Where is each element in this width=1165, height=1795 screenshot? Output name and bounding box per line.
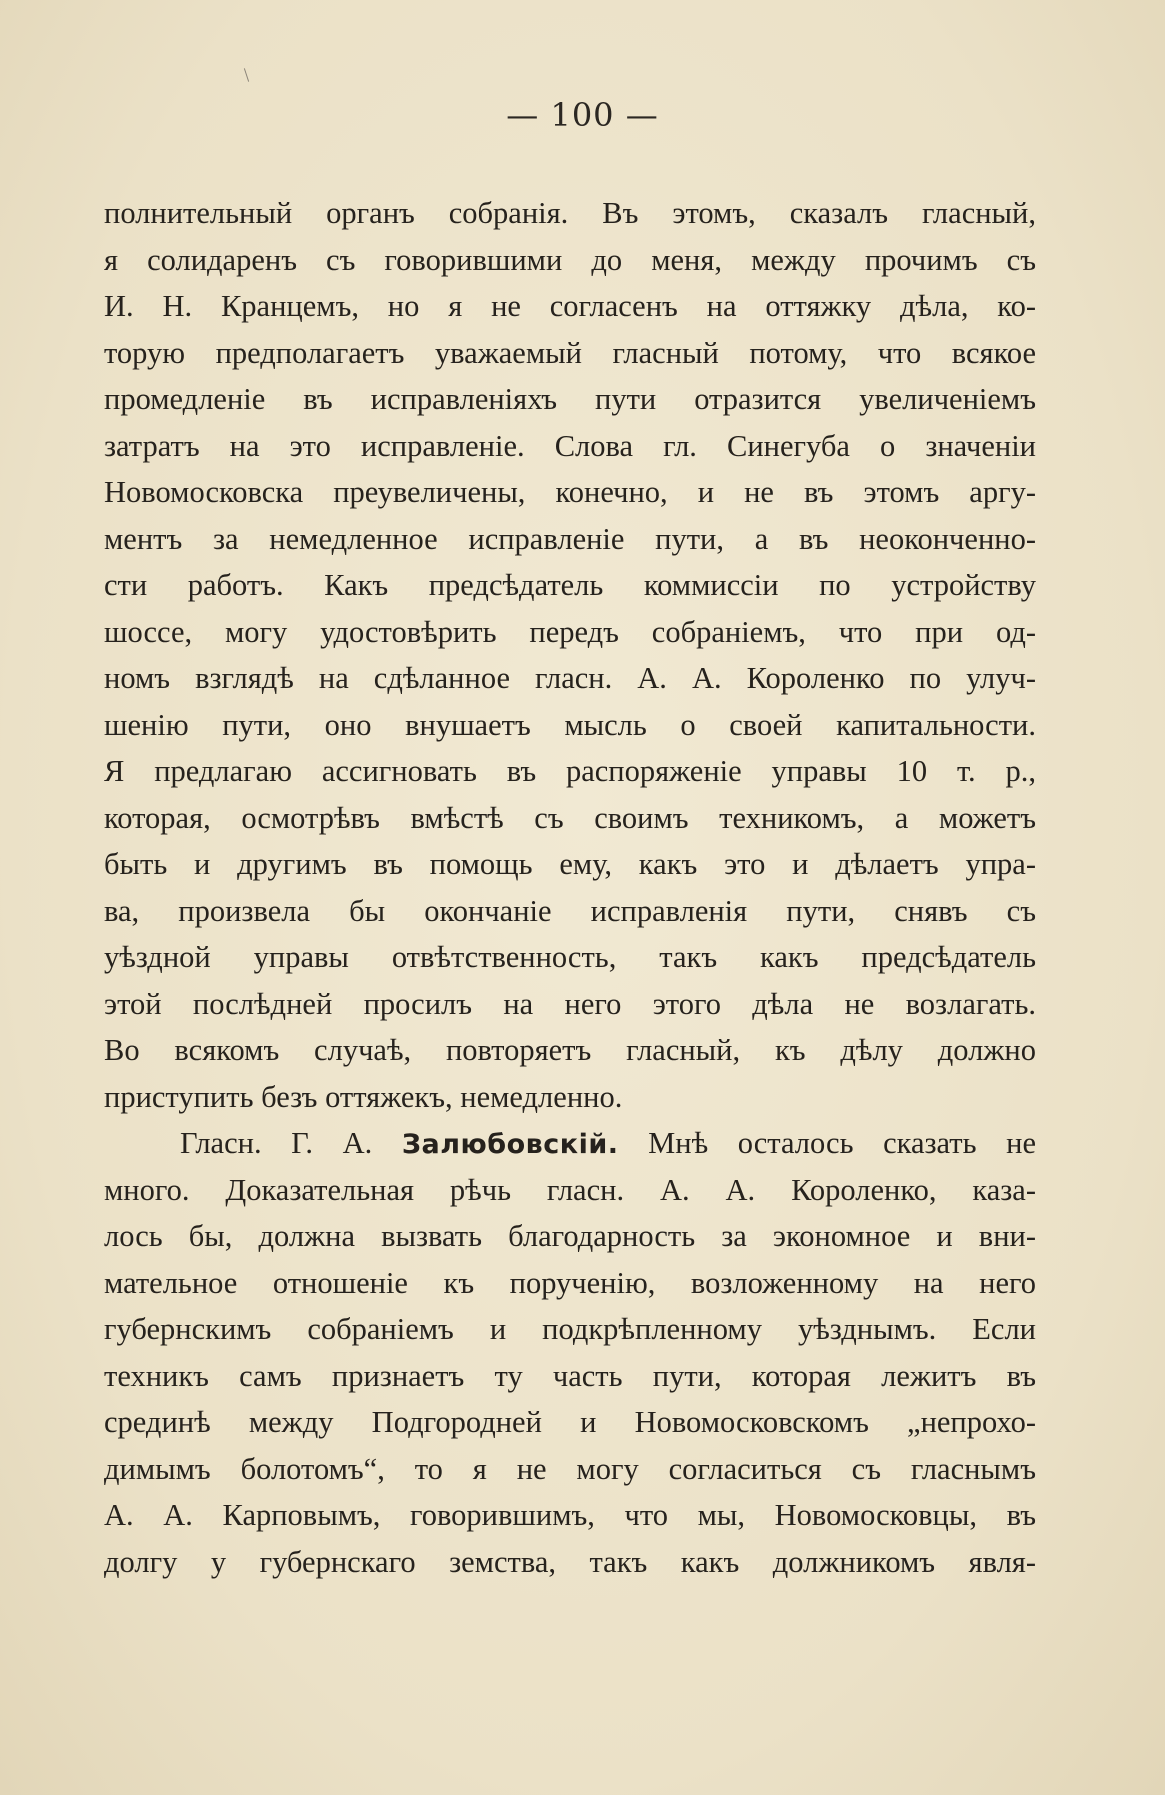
text-line: затратъ на это исправленіе. Слова гл. Синегуба о значеніи (104, 428, 1036, 463)
text-line: А. А. Карповымъ, говорившимъ, что мы, Новомосковцы, въ (104, 1498, 1036, 1532)
text-line: много. Доказательная рѣчь гласн. А. А. Короленко, каза- (104, 1172, 1036, 1207)
text-line: этой послѣдней просилъ на него этого дѣла не возлагать. (104, 986, 1036, 1021)
text-line: Новомосковска преувеличены, конечно, и не въ этомъ аргу- (104, 475, 1036, 509)
text-line: лось бы, должна вызвать благодарность за экономное и вни- (104, 1219, 1036, 1253)
text-line: уѣздной управы отвѣтственность, такъ какъ предсѣдатель (104, 940, 1036, 974)
speaker-line (104, 1120, 1036, 1167)
text-line: я солидаренъ съ говорившими до меня, между прочимъ съ (104, 242, 1036, 277)
paragraph-end-line: приступить безъ оттяжекъ, немедленно. (104, 1079, 623, 1114)
speaker-name: Залюбовскій. (401, 1129, 619, 1160)
text-line: сти работъ. Какъ предсѣдатель коммиссіи по устройству (104, 568, 1036, 602)
text-line: срединѣ между Подгородней и Новомосковскомъ „непрохо- (104, 1405, 1036, 1439)
body-text (104, 190, 1036, 1585)
text-line: Во всякомъ случаѣ, повторяетъ гласный, къ дѣлу должно (104, 1033, 1036, 1067)
text-line: мательное отношеніе къ порученію, возложенному на него (104, 1265, 1036, 1300)
text-line: быть и другимъ въ помощь ему, какъ это и дѣлаетъ упра- (104, 847, 1036, 881)
text-line: промедленіе въ исправленіяхъ пути отразится увеличеніемъ (104, 382, 1036, 416)
text-line: ва, произвела бы окончаніе исправленія пути, снявъ съ (104, 893, 1036, 928)
text-line: И. Н. Кранцемъ, но я не согласенъ на оттяжку дѣла, ко- (104, 289, 1036, 323)
text-line: димымъ болотомъ“, то я не могу согласиться съ гласнымъ (104, 1451, 1036, 1486)
text-line: губернскимъ собраніемъ и подкрѣпленному уѣзднымъ. Если (104, 1312, 1036, 1346)
text-line: ментъ за немедленное исправленіе пути, а въ неоконченно- (104, 521, 1036, 556)
speaker-remark: Мнѣ осталось сказать не (618, 1126, 1036, 1160)
text-line: шенію пути, оно внушаетъ мысль о своей капитальности. (104, 707, 1036, 742)
text-line: Я предлагаю ассигновать въ распоряженіе управы 10 т. р., (104, 754, 1036, 788)
text-line: долгу у губернскаго земства, такъ какъ должникомъ явля- (104, 1544, 1036, 1579)
stray-ink-mark (244, 68, 249, 82)
page-number: — 100 — (506, 96, 659, 134)
text-line: шоссе, могу удостовѣрить передъ собраніемъ, что при од- (104, 614, 1036, 649)
text-line: полнительный органъ собранія. Въ этомъ, сказалъ гласный, (104, 196, 1036, 230)
text-line: торую предполагаетъ уважаемый гласный потому, что всякое (104, 335, 1036, 370)
text-line: которая, осмотрѣвъ вмѣстѣ съ своимъ техникомъ, а можетъ (104, 800, 1036, 835)
text-line: техникъ самъ признаетъ ту часть пути, которая лежитъ въ (104, 1358, 1036, 1393)
text-line: номъ взглядѣ на сдѣланное гласн. А. А. Короленко по улуч- (104, 661, 1036, 695)
speaker-prefix: Гласн. Г. А. (180, 1126, 402, 1160)
